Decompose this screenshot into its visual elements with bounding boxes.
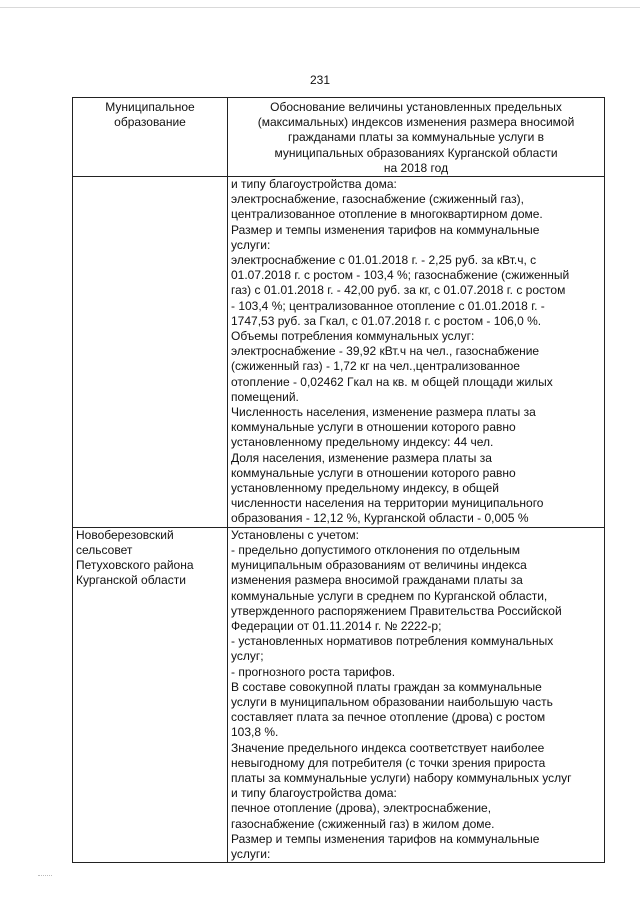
justification-cell: Установлены с учетом: - предельно допустимого отклонения по отдельным муниципальным образованиям от величины индекса изменения размера вносимой гражданами платы за коммунальные услуги в среднем по Курганской области, утвержденного распоряжением Правительства Российской Федерации от 01.11.2014 г. № 2222-р; - установленных нормативов потребления коммунальных услуг; - прогнозного роста тарифов. В составе совокупной платы граждан за коммунальные услуги в муниципальном образовании наибольшую часть составляет плата за печное отопление (дрова) с ростом 103,8 %. Значение предельного индекса соответствует наиболее невыгодному для потребителя (с точки зрения прироста платы за коммунальные услуги) набору коммунальных услуг и типу благоустройства дома: печное отопление (дрова), электроснабжение, газоснабжение (сжиженный газ) в жилом доме. Размер и темпы изменения тарифов на коммунальные услуги: — [228, 527, 605, 862]
scan-edge-line — [0, 7, 640, 8]
header-municipality: Муниципальное образование — [73, 98, 228, 177]
header-justification: Обоснование величины установленных предельных (максимальных) индексов изменения размера вносимой гражданами платы за коммунальные услуги в муниципальных образованиях Курганской области на 2018 год — [228, 98, 605, 177]
table-header-row — [73, 98, 605, 177]
justification-cell: и типу благоустройства дома: электроснабжение, газоснабжение (сжиженный газ), централизованное отопление в многоквартирном доме. Размер и темпы изменения тарифов на коммунальные услуги: электроснабжение с 01.01.2018 г. - 2,25 руб. за кВт.ч, с 01.07.2018 г. с ростом - 103,4 %; газоснабжение (сжиженный газ) с 01.01.2018 г. - 42,00 руб. за кг, с 01.07.2018 г. с ростом - 103,4 %; централизованное отопление с 01.01.2018 г. - 1747,53 руб. за Гкал, с 01.07.2018 г. с ростом - 106,0 %. Объемы потребления коммунальных услуг: электроснабжение - 39,92 кВт.ч на чел., газоснабжение (сжиженный газ) - 1,72 кг на чел.,централизованное отопление - 0,02462 Гкал на кв. м общей площади жилых помещений. Численность населения, изменение размера платы за коммунальные услуги в отношении которого равно установленному предельному индексу: 44 чел. Доля населения, изменение размера платы за коммунальные услуги в отношении которого равно установленному предельному индексу, в общей численности населения на территории муниципального образования - 12,12 %, Курганской области - 0,005 % — [228, 177, 605, 528]
municipality-cell — [73, 177, 228, 528]
table-row — [73, 177, 605, 528]
scan-speck — [38, 875, 52, 876]
table-row — [73, 527, 605, 862]
municipality-cell: Новоберезовский сельсовет Петуховского района Курганской области — [73, 527, 228, 862]
page-number: 231 — [309, 73, 331, 87]
tariff-table — [72, 97, 605, 863]
